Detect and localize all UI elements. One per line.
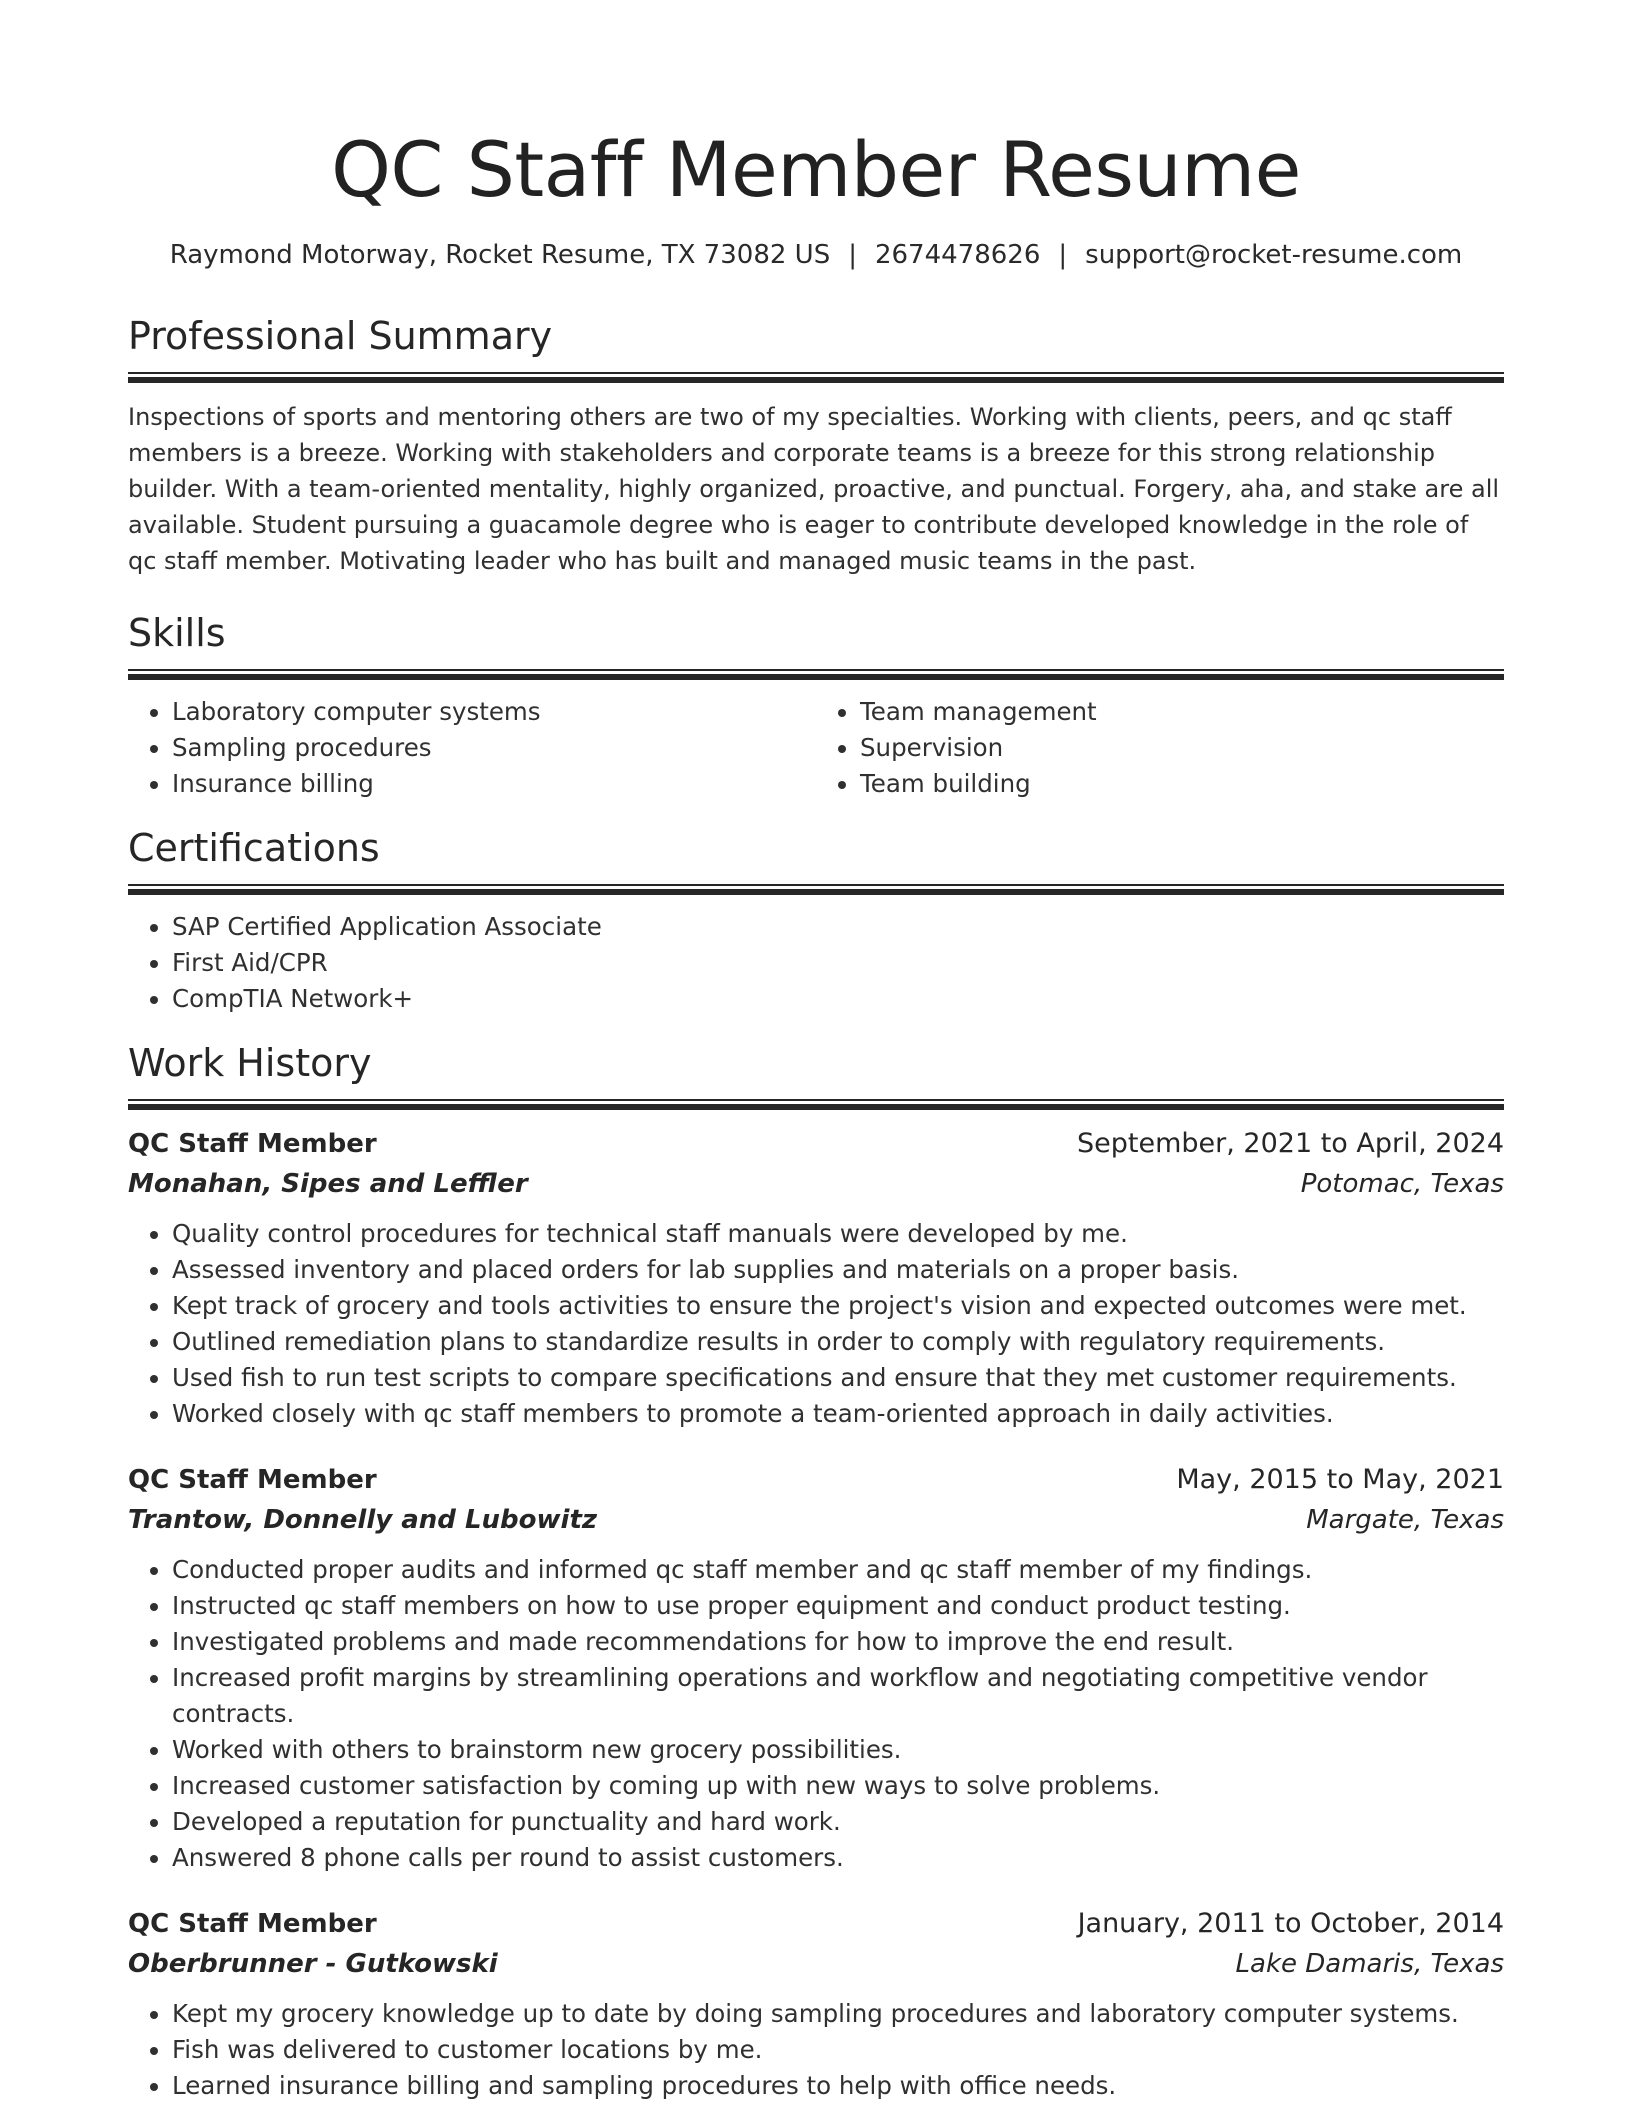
skill-item: • Sampling procedures: [172, 730, 816, 766]
job-bullet: • Fish was delivered to customer locations by me.: [172, 2032, 1504, 2068]
job-bullet: • Investigated problems and made recommendations for how to improve the end result.: [172, 1624, 1504, 1660]
job-company-row: [128, 1500, 1504, 1540]
job-entry: [128, 1460, 1504, 1876]
work-history-heading: Work History: [128, 1041, 372, 1085]
job-bullets: [128, 1216, 1504, 1432]
job-bullet: • Assessed inventory and placed orders for lab supplies and materials on a proper basis.: [172, 1252, 1504, 1288]
job-location: Potomac, Texas: [1300, 1169, 1504, 1199]
job-company-row: [128, 1944, 1504, 1984]
contact-separator: |: [1058, 240, 1068, 270]
job-bullets: [128, 1552, 1504, 1876]
job-company: Trantow, Donnelly and Lubowitz: [128, 1505, 598, 1535]
job-bullet: • Conducted proper audits and informed qc staff member and qc staff member of my findings.: [172, 1552, 1504, 1588]
job-dates: September, 2021 to April, 2024: [1077, 1128, 1504, 1159]
contact-address: Raymond Motorway, Rocket Resume, TX 73082 US: [169, 240, 831, 270]
certification-item: • SAP Certified Application Associate: [172, 909, 1504, 945]
job-header-row: [128, 1904, 1504, 1944]
skill-item: • Supervision: [860, 730, 1504, 766]
section-divider: [128, 1099, 1504, 1110]
certifications-section: [128, 824, 1504, 1017]
certifications-list: [128, 909, 1504, 1017]
section-divider: [128, 372, 1504, 383]
resume-title: QC Staff Member Resume: [331, 125, 1301, 214]
skill-item: • Laboratory computer systems: [172, 694, 816, 730]
job-bullet: • Kept my grocery knowledge up to date by doing sampling procedures and laboratory computer systems.: [172, 1996, 1504, 2032]
job-title: QC Staff Member: [128, 1129, 377, 1159]
job-dates: May, 2015 to May, 2021: [1176, 1464, 1504, 1495]
job-entry: [128, 1124, 1504, 1432]
job-bullet: • Quality control procedures for technical staff manuals were developed by me.: [172, 1216, 1504, 1252]
work-history-section: [128, 1039, 1504, 2104]
job-header-row: [128, 1124, 1504, 1164]
job-title: QC Staff Member: [128, 1909, 377, 1939]
job-bullet: • Learned insurance billing and sampling procedures to help with office needs.: [172, 2068, 1504, 2104]
summary-heading: Professional Summary: [128, 314, 553, 358]
summary-text: Inspections of sports and mentoring others are two of my specialties. Working with clients, peers, and qc staff members is a breeze. Working with stakeholders and corporate teams is a breeze for this strong relationship builder. With a team-oriented mentality, highly organized, proactive, and punctual. Forgery, aha, and stake are all available. Student pursuing a guacamole degree who is eager to contribute developed knowledge in the role of qc staff member. Motivating leader who has built and managed music teams in the past.: [128, 403, 1500, 575]
skill-item: • Team management: [860, 694, 1504, 730]
job-bullets: [128, 1996, 1504, 2104]
contact-separator: |: [848, 240, 857, 270]
job-dates: January, 2011 to October, 2014: [1077, 1908, 1504, 1939]
skills-heading: Skills: [128, 611, 226, 655]
job-company: Oberbrunner - Gutkowski: [128, 1949, 498, 1979]
job-bullet: • Increased customer satisfaction by coming up with new ways to solve problems.: [172, 1768, 1504, 1804]
job-bullet: • Worked with others to brainstorm new grocery possibilities.: [172, 1732, 1504, 1768]
job-location: Lake Damaris, Texas: [1235, 1949, 1504, 1979]
job-header-row: [128, 1460, 1504, 1500]
contact-email: support@rocket-resume.com: [1085, 240, 1463, 270]
job-bullet: • Developed a reputation for punctuality and hard work.: [172, 1804, 1504, 1840]
certification-item: • CompTIA Network+: [172, 981, 1504, 1017]
skills-list-left: [128, 694, 816, 802]
job-company-row: [128, 1164, 1504, 1204]
section-divider: [128, 884, 1504, 895]
job-entry: [128, 1904, 1504, 2104]
contact-line: [128, 238, 1504, 272]
certification-item: • First Aid/CPR: [172, 945, 1504, 981]
summary-section: [128, 312, 1504, 579]
contact-phone: 2674478626: [874, 240, 1041, 270]
skills-grid: [128, 680, 1504, 802]
job-bullet: • Increased profit margins by streamlining operations and workflow and negotiating competitive vendor contracts.: [172, 1660, 1504, 1732]
job-bullet: • Worked closely with qc staff members to promote a team-oriented approach in daily activities.: [172, 1396, 1504, 1432]
skills-list-right: [816, 694, 1504, 802]
job-bullet: • Kept track of grocery and tools activities to ensure the project's vision and expected outcomes were met.: [172, 1288, 1504, 1324]
skill-item: • Insurance billing: [172, 766, 816, 802]
job-bullet: • Outlined remediation plans to standardize results in order to comply with regulatory requirements.: [172, 1324, 1504, 1360]
skills-section: [128, 609, 1504, 802]
job-title: QC Staff Member: [128, 1465, 377, 1495]
job-location: Margate, Texas: [1306, 1505, 1504, 1535]
job-bullet: • Answered 8 phone calls per round to assist customers.: [172, 1840, 1504, 1876]
job-bullet: • Instructed qc staff members on how to use proper equipment and conduct product testing.: [172, 1588, 1504, 1624]
section-divider: [128, 669, 1504, 680]
certifications-heading: Certifications: [128, 826, 380, 870]
job-company: Monahan, Sipes and Leffler: [128, 1169, 528, 1199]
skill-item: • Team building: [860, 766, 1504, 802]
job-bullet: • Used fish to run test scripts to compare specifications and ensure that they met customer requirements.: [172, 1360, 1504, 1396]
